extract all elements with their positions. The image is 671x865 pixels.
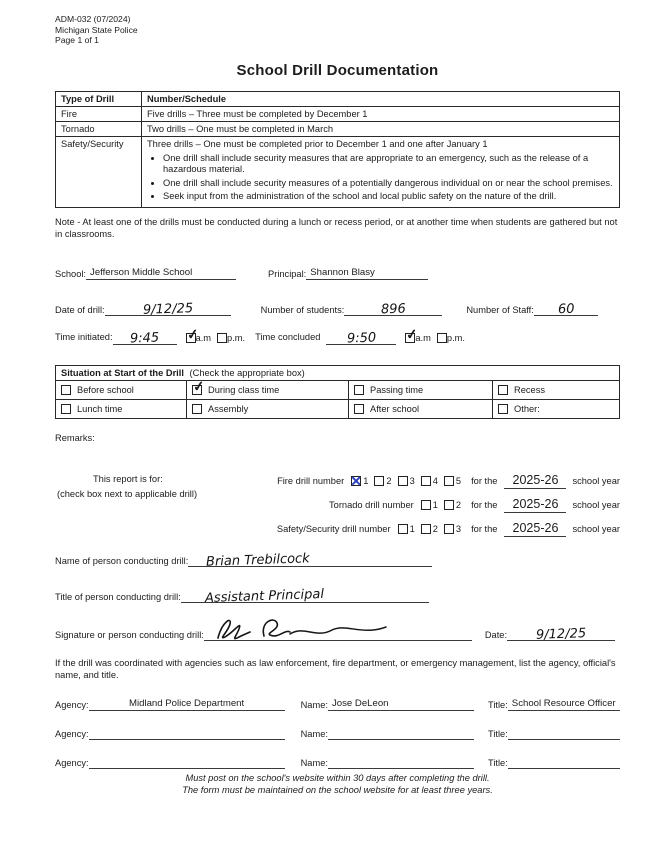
agency-3-field[interactable]	[89, 755, 285, 769]
bullet-item: • One drill shall include security measures of a potentially dangerous individual on or near the school premises.	[163, 178, 614, 190]
time-concluded-pm-checkbox[interactable]	[437, 333, 447, 343]
col-header-schedule: Number/Schedule	[142, 91, 620, 106]
agencies-intro-text: If the drill was coordinated with agencies such as law enforcement, fire department, or emergency management, list the agency, official's name, and title.	[55, 657, 616, 680]
time-concluded-value: 9:50	[346, 329, 377, 347]
bullet-item: • One drill shall include security measures that are appropriate to an emergency, such as the release of a hazardous material.	[163, 153, 614, 176]
option-passing-time[interactable]	[349, 381, 493, 399]
agency-2-name-field[interactable]	[328, 726, 474, 740]
box-digit: 5	[455, 475, 462, 486]
box-digit: 1	[409, 523, 415, 534]
footer-line-2: The form must be maintained on the school website for at least three years.	[182, 785, 493, 795]
drill-type-cell: Safety/Security	[56, 136, 142, 207]
students-label: Number of students:	[260, 304, 345, 315]
date-of-drill-label: Date of drill:	[55, 304, 105, 315]
for-the-label: for the	[471, 523, 498, 534]
page-number: Page 1 of 1	[55, 35, 99, 45]
title-label: Title:	[487, 728, 508, 739]
report-for-captions	[55, 474, 270, 499]
option-recess[interactable]	[493, 381, 619, 399]
safety-bullet-list	[163, 153, 614, 203]
other-checkbox[interactable]	[498, 404, 508, 414]
situation-header	[56, 366, 619, 381]
passing-time-checkbox[interactable]	[354, 385, 364, 395]
conductor-name-row	[55, 550, 620, 570]
safety-drill-number-label: Safety/Security drill number	[276, 523, 391, 534]
agency-1-title-value: School Resource Officer	[511, 697, 616, 709]
fire-drill-checkbox-2[interactable]	[374, 476, 384, 486]
box-digit: 1	[432, 499, 438, 510]
safety-school-year-field[interactable]	[504, 521, 566, 537]
page-title: School Drill Documentation	[236, 61, 439, 79]
option-label: During class time	[208, 384, 280, 395]
students-field[interactable]	[344, 302, 442, 316]
situation-row	[56, 400, 619, 418]
footer-line-1: Must post on the school's website within 30 days after completing the drill.	[185, 772, 490, 783]
option-label: Before school	[77, 384, 134, 395]
students-value: 896	[380, 301, 406, 317]
conductor-title-value: Assistant Principal	[204, 586, 324, 606]
fire-drill-checkbox-3[interactable]	[398, 476, 408, 486]
agency-3-title-field[interactable]	[508, 755, 620, 769]
am-label: a.m	[195, 332, 212, 343]
table-row	[56, 106, 620, 121]
date-of-drill-value: 9/12/25	[142, 300, 193, 318]
time-initiated-pm-checkbox[interactable]	[217, 333, 227, 343]
report-for-line2: (check box next to applicable drill)	[57, 488, 198, 499]
recess-checkbox[interactable]	[498, 385, 508, 395]
principal-value: Shannon Blasy	[310, 266, 375, 278]
date-counts-row	[55, 302, 620, 316]
fire-drill-checkbox-5[interactable]	[444, 476, 454, 486]
signature-label: Signature or person conducting drill:	[55, 629, 204, 640]
fire-drill-number-label: Fire drill number	[277, 475, 345, 486]
agency-row-1	[55, 697, 620, 711]
option-other[interactable]	[493, 400, 619, 418]
safety-drill-checkbox-1[interactable]	[398, 524, 408, 534]
pm-label: p.m.	[227, 332, 246, 343]
conductor-title-label: Title of person conducting drill:	[55, 591, 181, 602]
signature-field[interactable]	[204, 627, 472, 641]
agency-row-3	[55, 755, 620, 769]
assembly-checkbox[interactable]	[192, 404, 202, 414]
time-initiated-label: Time initiated:	[55, 332, 113, 342]
drill-schedule-cell: Five drills – Three must be completed by December 1	[142, 106, 620, 121]
safety-drill-checkbox-2[interactable]	[421, 524, 431, 534]
safety-drill-checkbox-3[interactable]	[444, 524, 454, 534]
pm-label: p.m.	[446, 332, 466, 343]
school-value: Jefferson Middle School	[90, 266, 193, 278]
option-during-class-time[interactable]	[187, 381, 349, 399]
remarks-label: Remarks:	[55, 432, 95, 443]
title-label: Title:	[487, 757, 508, 768]
drill-type-cell: Tornado	[56, 121, 142, 136]
option-label: Passing time	[370, 384, 424, 395]
tornado-drill-number-label: Tornado drill number	[329, 499, 414, 510]
for-the-label: for the	[471, 499, 498, 510]
name-label: Name:	[300, 728, 328, 739]
situation-subtitle: (Check the appropriate box)	[189, 367, 305, 378]
fire-drill-checkbox-4[interactable]	[421, 476, 431, 486]
tornado-school-year-value: 2025-26	[512, 496, 559, 511]
note-text: Note - At least one of the drills must be conducted during a lunch or recess period, or at another time when students are gathered but not in classrooms.	[55, 216, 618, 239]
time-initiated-am-checkbox[interactable]	[186, 333, 196, 343]
fire-school-year-value: 2025-26	[512, 472, 559, 487]
table-row	[56, 121, 620, 136]
school-year-suffix: school year	[572, 475, 620, 486]
tornado-drill-checkbox-2[interactable]	[444, 500, 454, 510]
option-label: Assembly	[208, 403, 249, 414]
option-label: Other:	[514, 403, 540, 414]
staff-label: Number of Staff:	[466, 304, 534, 315]
signature-date-value: 9/12/25	[535, 625, 587, 643]
option-lunch-time[interactable]	[56, 400, 187, 418]
box-digit: 1	[363, 475, 369, 486]
staff-field[interactable]	[534, 302, 598, 316]
report-for-line1: This report is for:	[93, 473, 163, 484]
agency-2-field[interactable]	[89, 726, 285, 740]
conductor-title-field[interactable]	[181, 586, 429, 606]
after-school-checkbox[interactable]	[354, 404, 364, 414]
agency-2-title-field[interactable]	[508, 726, 620, 740]
agency-1-title-field[interactable]	[508, 697, 620, 711]
agency-label: Agency:	[55, 699, 89, 710]
drill-requirements-table	[55, 91, 620, 208]
box-digit: 3	[409, 475, 415, 486]
situation-section	[55, 365, 620, 419]
time-initiated-field[interactable]	[113, 331, 177, 345]
agency-1-field[interactable]	[89, 697, 285, 711]
fire-school-year-field[interactable]	[504, 473, 566, 489]
option-label: Recess	[514, 384, 546, 395]
times-row	[55, 331, 620, 345]
lunch-time-checkbox[interactable]	[61, 404, 71, 414]
bullet-item: • Seek input from the administration of the school and local public safety on the nature of the drill.	[163, 191, 614, 203]
option-assembly[interactable]	[187, 400, 349, 418]
box-digit: 2	[432, 523, 438, 534]
conductor-name-field[interactable]	[188, 550, 432, 570]
tornado-school-year-field[interactable]	[504, 497, 566, 513]
option-after-school[interactable]	[349, 400, 493, 418]
school-principal-row	[55, 266, 620, 280]
agency-label: Agency:	[55, 757, 89, 768]
agency-label: Agency:	[55, 728, 89, 739]
agency-1-value: Midland Police Department	[129, 697, 245, 709]
drill-schedule-cell: Two drills – One must be completed in March	[142, 121, 620, 136]
form-number: ADM-032 (07/2024)	[55, 14, 131, 24]
am-label: a.m	[415, 332, 431, 343]
school-label: School:	[55, 268, 87, 279]
name-label: Name:	[300, 757, 328, 768]
time-concluded-am-checkbox[interactable]	[405, 333, 415, 343]
situation-row	[56, 381, 619, 400]
safety-schedule-text: Three drills – One must be completed prior to December 1 and one after January 1	[147, 138, 488, 149]
safety-school-year-value: 2025-26	[512, 520, 559, 535]
school-year-suffix: school year	[572, 499, 620, 510]
name-label: Name:	[300, 699, 328, 710]
footer-instructions	[55, 772, 620, 797]
tornado-drill-checkbox-1[interactable]	[421, 500, 431, 510]
tornado-drill-number-row	[55, 497, 620, 513]
option-label: After school	[370, 403, 420, 414]
during-class-checkbox[interactable]	[192, 385, 202, 395]
option-before-school[interactable]	[56, 381, 187, 399]
title-label: Title:	[487, 699, 508, 710]
safety-drill-number-row	[55, 521, 620, 537]
situation-title: Situation at Start of the Drill	[61, 367, 184, 378]
report-for-section	[55, 473, 620, 537]
box-digit: 2	[386, 475, 392, 486]
conductor-name-label: Name of person conducting drill:	[55, 555, 189, 566]
agency-3-name-field[interactable]	[328, 755, 474, 769]
box-digit: 2	[455, 499, 462, 510]
for-the-label: for the	[471, 475, 498, 486]
drill-schedule-cell	[142, 136, 620, 207]
box-digit: 4	[432, 475, 438, 486]
conductor-name-value: Brian Trebilcock	[206, 550, 311, 570]
col-header-type: Type of Drill	[56, 91, 142, 106]
date-of-drill-field[interactable]	[105, 302, 231, 316]
principal-label: Principal:	[268, 268, 307, 279]
time-initiated-value: 9:45	[129, 329, 160, 347]
drill-type-cell: Fire	[56, 106, 142, 121]
time-concluded-label: Time concluded	[255, 332, 321, 342]
signature-image	[208, 612, 408, 646]
signature-date-label: Date:	[484, 629, 508, 640]
form-id-block	[55, 14, 620, 46]
before-school-checkbox[interactable]	[61, 385, 71, 395]
principal-field[interactable]	[306, 266, 428, 280]
agency-1-name-value: Jose DeLeon	[331, 697, 389, 709]
agency-row-2	[55, 726, 620, 740]
time-concluded-field[interactable]	[326, 331, 396, 345]
signature-row	[55, 627, 620, 641]
staff-value: 60	[557, 301, 575, 317]
school-field[interactable]	[86, 266, 236, 280]
signature-date-field[interactable]	[507, 627, 615, 641]
school-year-suffix: school year	[572, 523, 620, 534]
table-row	[56, 136, 620, 207]
agency-1-name-field[interactable]	[328, 697, 474, 711]
fire-drill-checkbox-1[interactable]	[351, 476, 361, 486]
conductor-title-row	[55, 586, 620, 606]
issuing-agency: Michigan State Police	[55, 24, 138, 35]
box-digit: 3	[455, 523, 462, 534]
table-header-row	[56, 91, 620, 106]
option-label: Lunch time	[77, 403, 123, 414]
